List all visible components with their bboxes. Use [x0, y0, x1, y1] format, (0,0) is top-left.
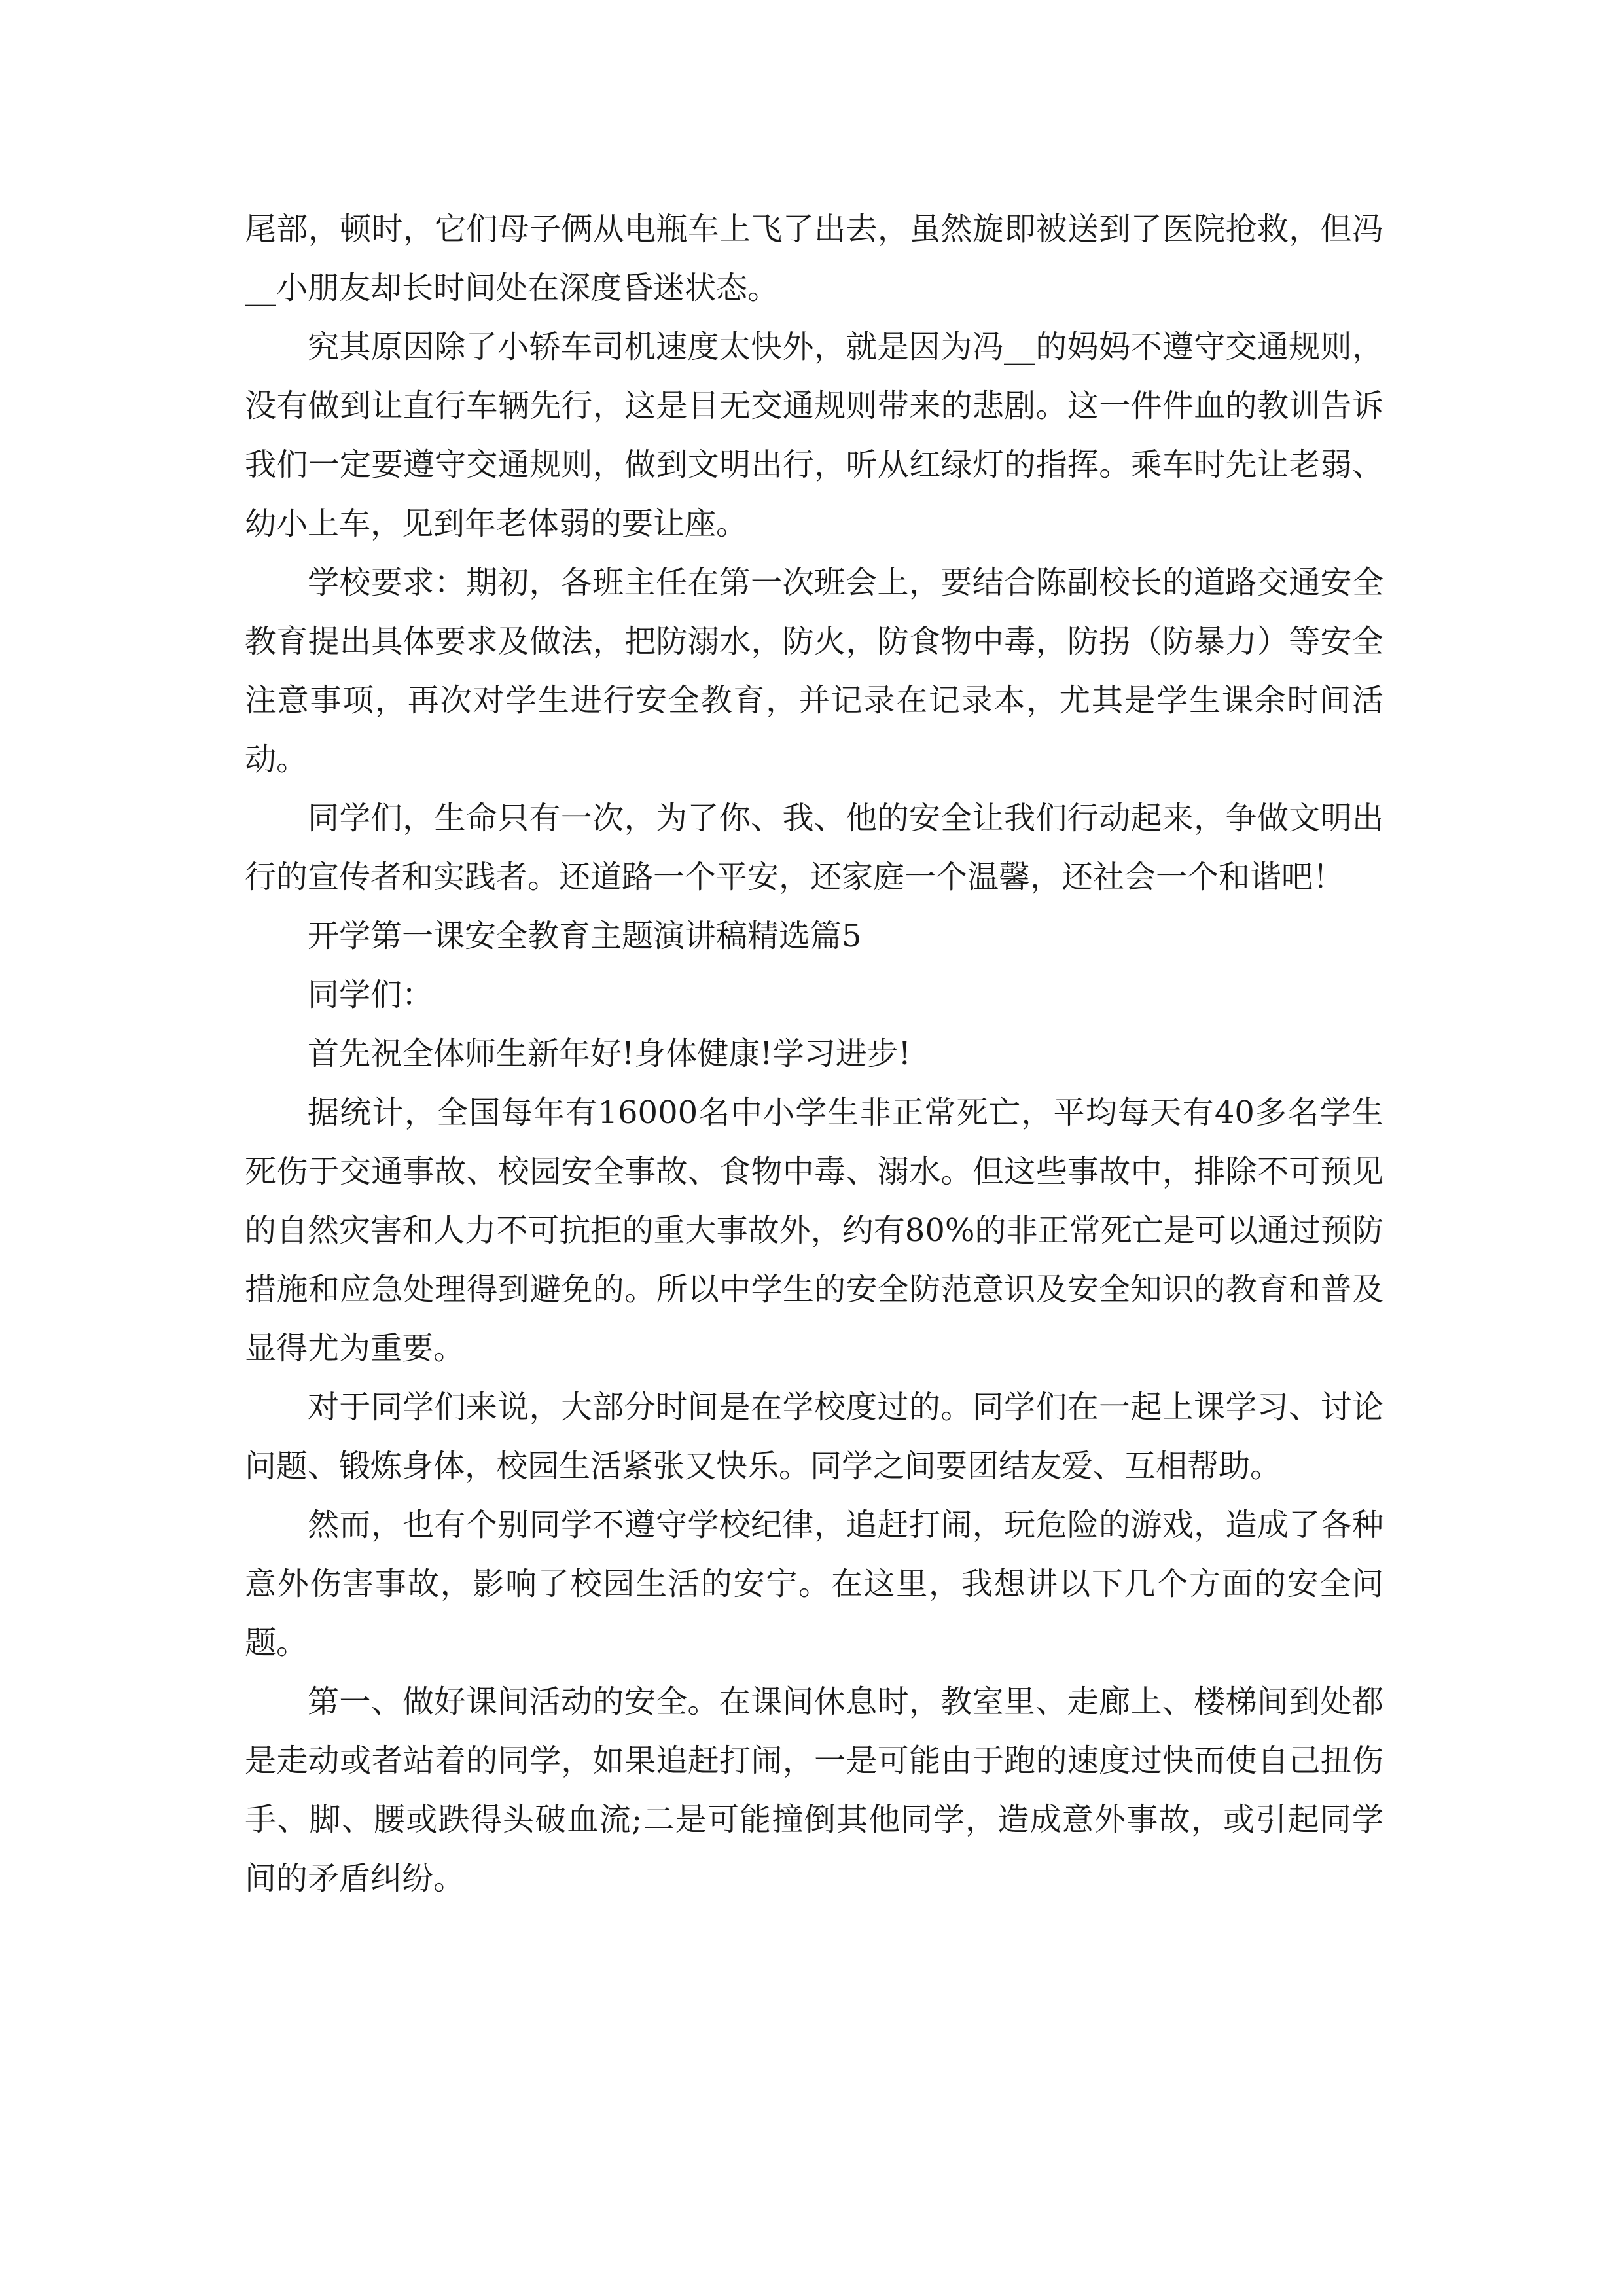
paragraph-continued: 尾部，顿时，它们母子俩从电瓶车上飞了出去，虽然旋即被送到了医院抢救，但冯__小朋友却长时间处在深度昏迷状态。: [245, 211, 1383, 306]
paragraph: 据统计，全国每年有16000名中小学生非正常死亡，平均每天有40多名学生死伤于交通事故、校园安全事故、食物中毒、溺水。但这些事故中，排除不可预见的自然灾害和人力不可抗拒的重大事故外，约有80%的非正常死亡是可以通过预防措施和应急处理得到避免的。所以中学生的安全防范意识及安全知识的教育和普及显得尤为重要。: [245, 1094, 1383, 1367]
paragraph: 同学们，生命只有一次，为了你、我、他的安全让我们行动起来，争做文明出行的宣传者和实践者。还道路一个平安，还家庭一个温馨，还社会一个和谐吧！: [245, 800, 1383, 895]
paragraph: 对于同学们来说，大部分时间是在学校度过的。同学们在一起上课学习、讨论问题、锻炼身体，校园生活紧张又快乐。同学之间要团结友爱、互相帮助。: [245, 1389, 1383, 1484]
salutation: 同学们：: [308, 977, 434, 1013]
paragraph: 学校要求：期初，各班主任在第一次班会上，要结合陈副校长的道路交通安全教育提出具体要求及做法，把防溺水，防火，防食物中毒，防拐（防暴力）等安全注意事项，再次对学生进行安全教育，并记录在记录本，尤其是学生课余时间活动。: [245, 564, 1383, 778]
paragraph: 究其原因除了小轿车司机速度太快外，就是因为冯__的妈妈不遵守交通规则，没有做到让直行车辆先行，这是目无交通规则带来的悲剧。这一件件血的教训告诉我们一定要遵守交通规则，做到文明出行，听从红绿灯的指挥。乘车时先让老弱、幼小上车，见到年老体弱的要让座。: [245, 329, 1383, 542]
paragraph: 第一、做好课间活动的安全。在课间休息时，教室里、走廊上、楼梯间到处都是走动或者站着的同学，如果追赶打闹，一是可能由于跑的速度过快而使自己扭伤手、脚、腰或跌得头破血流;二是可能撞倒其他同学，造成意外事故，或引起同学间的矛盾纠纷。: [245, 1683, 1383, 1897]
document-body: [245, 200, 1383, 1908]
paragraph: 然而，也有个别同学不遵守学校纪律，追赶打闹，玩危险的游戏，造成了各种意外伤害事故，影响了校园生活的安宁。在这里，我想讲以下几个方面的安全问题。: [245, 1507, 1383, 1661]
paragraph: 首先祝全体师生新年好!身体健康!学习进步!: [308, 1035, 911, 1072]
section-heading: 开学第一课安全教育主题演讲稿精选篇5: [308, 918, 862, 954]
